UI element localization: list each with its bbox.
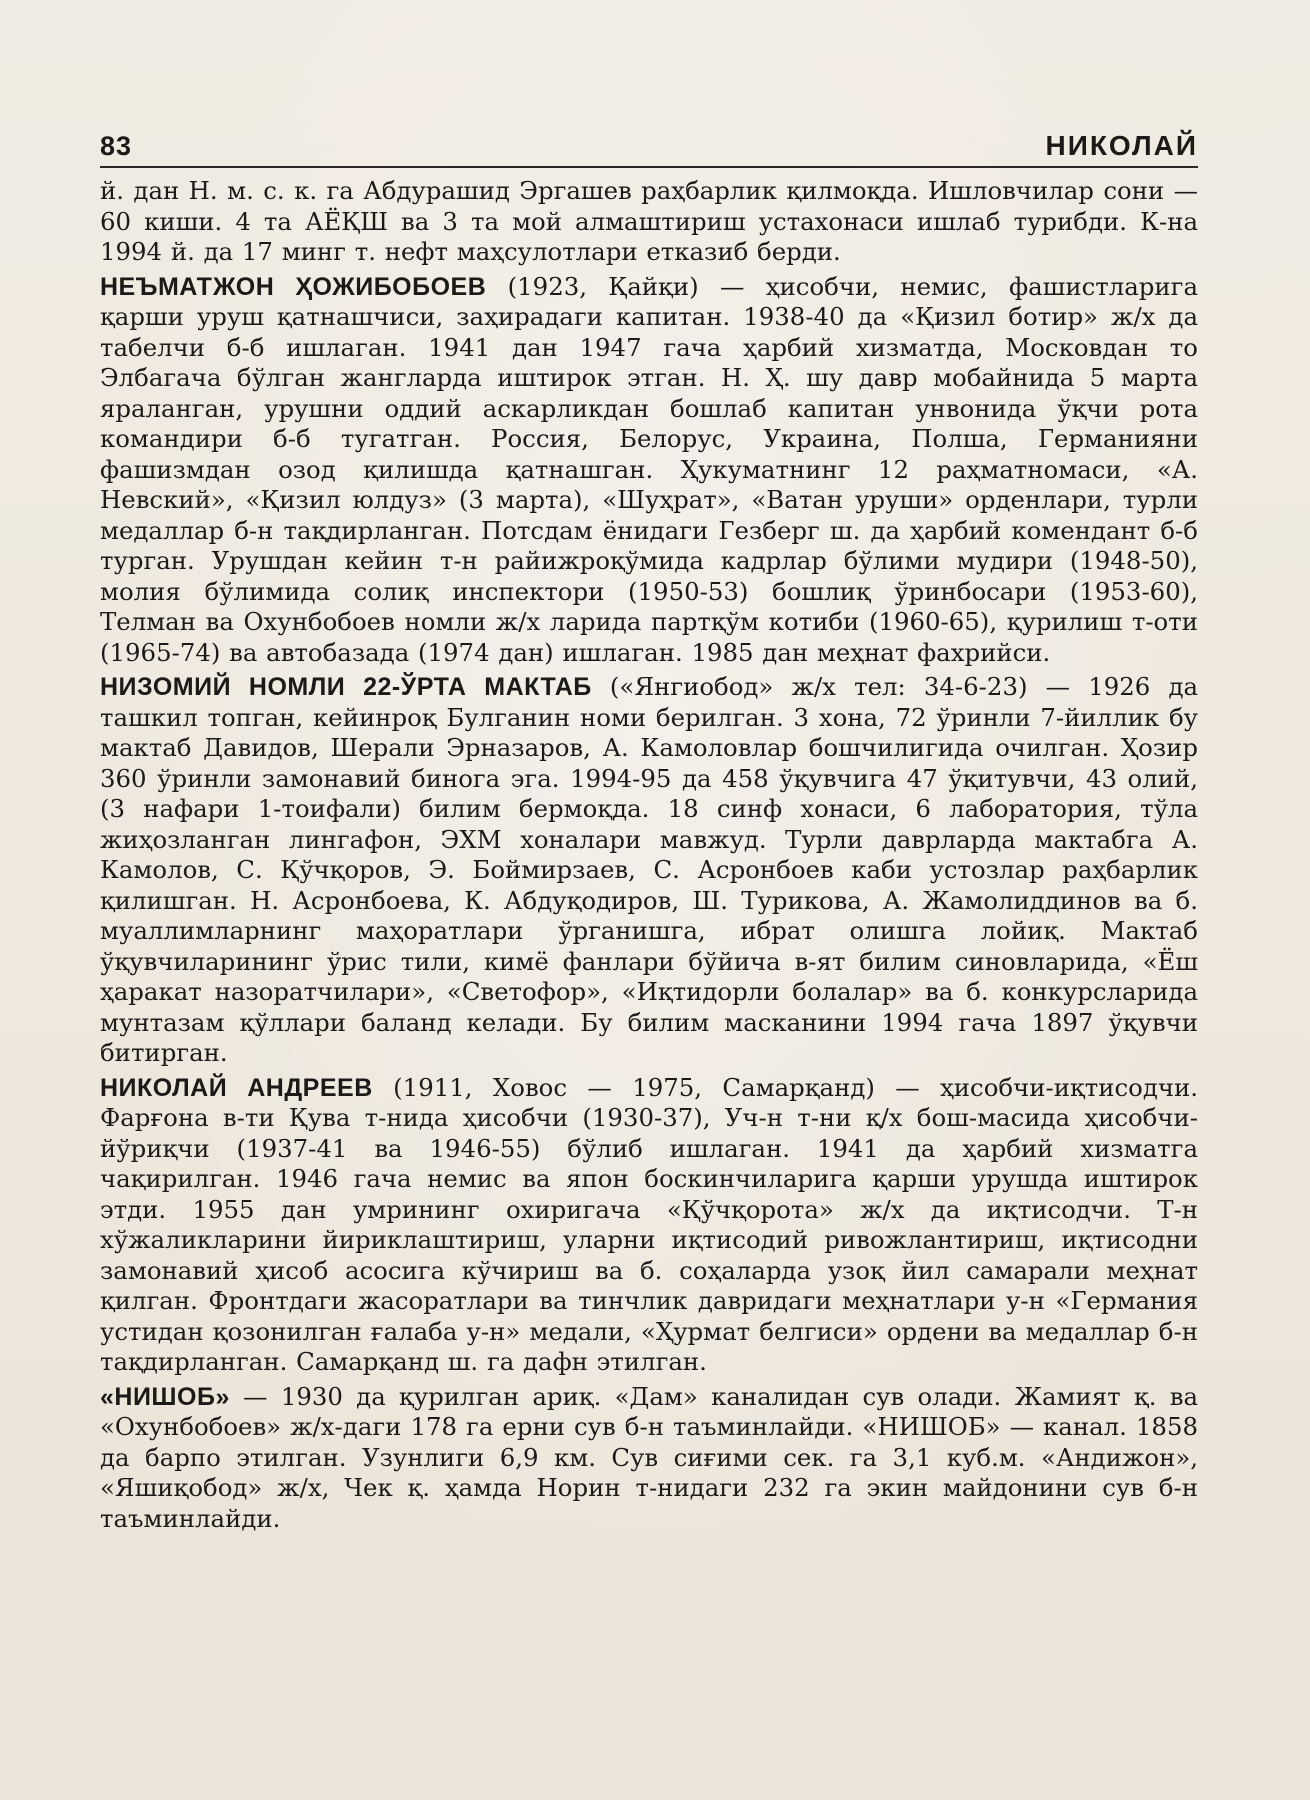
entry-continuation <box>100 176 1198 268</box>
page-number: 83 <box>100 131 133 161</box>
entry-text: — 1930 да қурилган ариқ. «Дам» каналидан сув олади. Жамият қ. ва «Охунбобоев» ж/х-даги 178 га ерни сув б-н таъминлайди. «НИШОБ» — канал. 1858 да барпо этилган. Узунлиги 6,9 км. Сув сиғими сек. га 3,1 куб.м. «Андижон», «Яшиқобод» ж/х, Чек қ. ҳамда Норин т-нидаги 232 га экин майдонини сув б-н таъминлайди. <box>100 1381 1198 1533</box>
entry-text: (1923, Қайқи) — ҳисобчи, немис, фашистларига қарши уруш қатнашчиси, заҳирадаги капитан. 1938-40 да «Қизил ботир» ж/х да табелчи б-б ишлаган. 1941 дан 1947 гача ҳарбий хизматда, Московдан то Элбагача бўлган жангларда иштирок этган. Н. Ҳ. шу давр мобайнида 5 марта яраланган, урушни оддий аскарликдан бошлаб капитан унвонида ўқчи рота командири б-б тугатган. Россия, Белорус, Украина, Полша, Германияни фашизмдан озод қилишда қатнашган. Ҳукуматнинг 12 раҳматномаси, «А. Невский», «Қизил юлдуз» (3 марта), «Шуҳрат», «Ватан уруши» орденлари, турли медаллар б-н тақдирланган. Потсдам ёнидаги Гезберг ш. да ҳарбий комендант б-б турган. Урушдан кейин т-н райижроқўмида кадрлар бўлими мудири (1948-50), молия бўлимида солиқ инспектори (1950-53) бошлиқ ўринбосари (1953-60), Телман ва Охунбобоев номли ж/х ларида партқўм котиби (1960-65), қурилиш т-оти (1965-74) ва автобазада (1974 дан) ишлаган. 1985 дан меҳнат фахрийси. <box>100 271 1198 667</box>
entry-nikolay-andreev <box>100 1073 1198 1378</box>
running-head: НИКОЛАЙ <box>1045 130 1198 161</box>
entry-nishob <box>100 1382 1198 1535</box>
entry-text: (1911, Ховос — 1975, Самарқанд) — ҳисобчи-иқтисодчи. Фарғона в-ти Қува т-нида ҳисобчи (1930-37), Уч-н т-ни қ/х бош-масида ҳисобчи-йўриқчи (1937-41 ва 1946-55) бўлиб ишлаган. 1941 да ҳарбий хизматга чақирилган. 1946 гача немис ва япон боскинчиларига қарши урушда иштирок этди. 1955 дан умрининг охиригача «Қўчқорота» ж/х да иқтисодчи. Т-н хўжаликларини йириклаштириш, уларни иқтисодий ривожлантириш, иқтисодни замонавий ҳисоб асосига кўчириш ва б. соҳаларда узоқ йил самарали меҳнат қилган. Фронтдаги жасоратлари ва тинчлик давридаги меҳнатлари у-н «Германия устидан қозонилган ғалаба у-н» медали, «Ҳурмат белгиси» ордени ва медаллар б-н тақдирланган. Самарқанд ш. га дафн этилган. <box>100 1072 1198 1376</box>
entry-nizomiy-school <box>100 672 1198 1069</box>
entry-headword: «НИШОБ» <box>100 1382 230 1411</box>
entry-text: й. дан Н. м. с. к. га Абдурашид Эргашев раҳбарлик қилмоқда. Ишловчилар сони — 60 киши. 4 та АЁҚШ ва 3 та мой алмаштириш устахонаси ишлаб турибди. К-на 1994 й. да 17 минг т. нефт маҳсулотлари етказиб берди. <box>100 176 1198 266</box>
entry-headword: НИЗОМИЙ НОМЛИ 22-ЎРТА МАКТАБ <box>100 673 592 701</box>
entry-nematjon-hojiboboev <box>100 272 1198 669</box>
entry-headword: НИКОЛАЙ АНДРЕЕВ <box>100 1073 373 1102</box>
entry-text: («Янгиобод» ж/х тел: 34-6-23) — 1926 да ташкил топган, кейинроқ Булганин номи берилган. 3 хона, 72 ўринли 7-йиллик бу мактаб Давидов, Шерали Эрназаров, А. Камоловлар бошчилигида очилган. Ҳозир 360 ўринли замонавий бинога эга. 1994-95 да 458 ўқувчига 47 ўқитувчи, 43 олий, (3 нафари 1-тоифали) билим бермоқда. 18 синф хонаси, 6 лаборатория, тўла жиҳозланган лингафон, ЭХМ хоналари мавжуд. Турли даврларда мактабга А. Камолов, С. Қўчқоров, Э. Боймирзаев, С. Асронбоев каби устозлар раҳбарлик қилишган. Н. Асронбоева, К. Абдуқодиров, Ш. Турикова, А. Жамолиддинов ва б. муаллимларнинг маҳоратлари ўрганишга, ибрат олишга лойиқ. Мактаб ўқувчиларининг ўрис тили, кимё фанлари бўйича в-ят билим синовларида, «Ёш ҳаракат назоратчилари», «Светофор», «Иқтидорли болалар» ва б. конкурсларида мунтазам қўллари баланд келади. Бу билим масканини 1994 гача 1897 ўқувчи битирган. <box>100 672 1199 1067</box>
page-header <box>100 126 1198 168</box>
page-body <box>100 176 1198 1538</box>
entry-headword: НЕЪМАТЖОН ҲОЖИБОБОЕВ <box>100 272 487 301</box>
